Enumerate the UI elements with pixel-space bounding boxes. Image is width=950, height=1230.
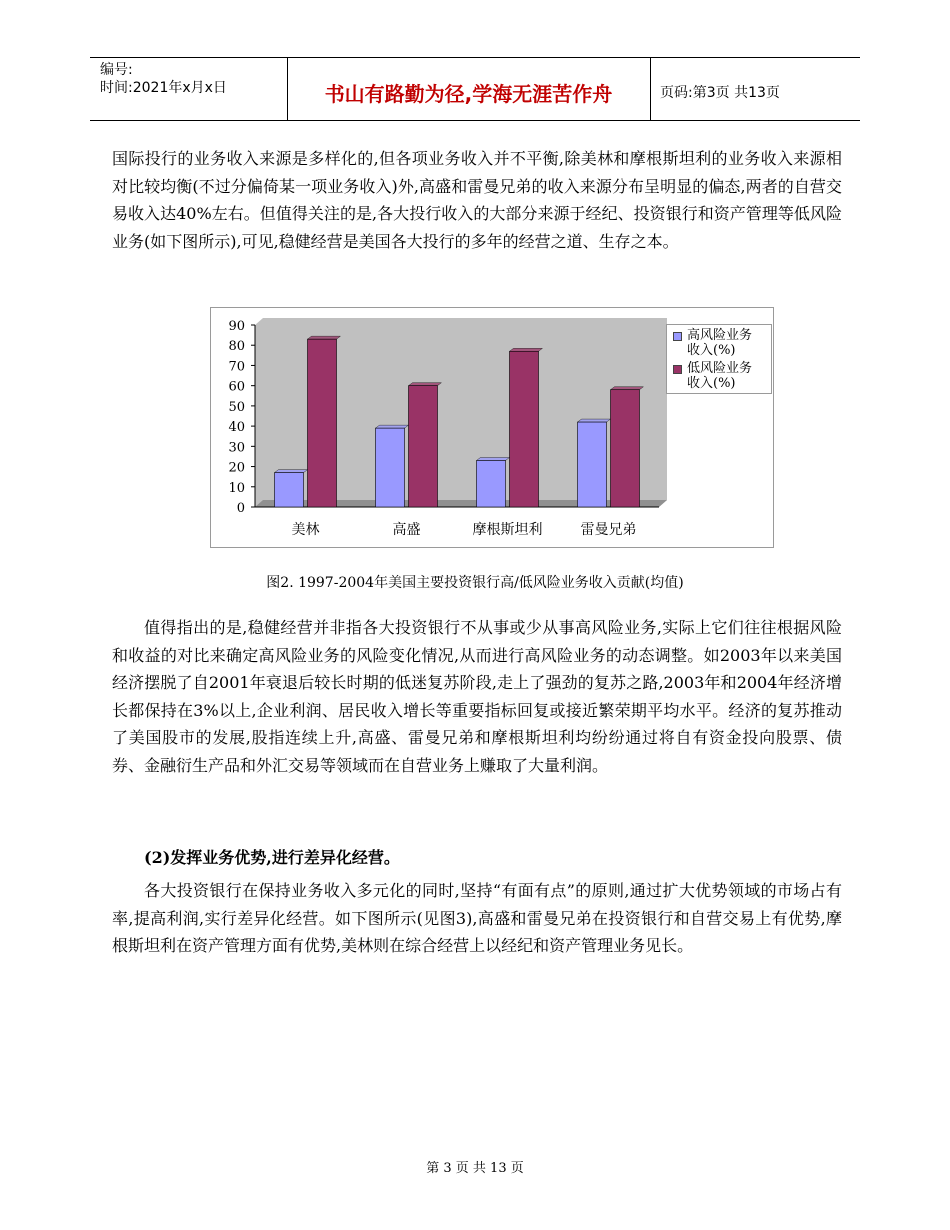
header-page-number: 页码:第3页 共13页 bbox=[660, 85, 780, 101]
y-tick-label: 60 bbox=[228, 379, 245, 395]
x-tick-label: 高盛 bbox=[392, 522, 421, 538]
y-tick-label: 30 bbox=[228, 440, 245, 456]
chart-caption: 图2. 1997-2004年美国主要投资银行高/低风险业务收入贡献(均值) bbox=[266, 575, 684, 591]
page-header bbox=[90, 57, 860, 121]
y-tick-label: 50 bbox=[228, 399, 245, 415]
bar bbox=[611, 390, 640, 507]
legend-label: 低风险业务 bbox=[687, 361, 753, 376]
bar-top bbox=[376, 425, 409, 428]
bar bbox=[376, 428, 405, 507]
number-label: 编号: bbox=[100, 62, 133, 78]
paragraph-2: 值得指出的是,稳健经营并非指各大投资银行不从事或少从事高风险业务,实际上它们往往根据风险和收益的对比来确定高风险业务的风险变化情况,从而进行高风险业务的动态调整。如2003年以来美国经济摆脱了自2001年衰退后较长时期的低迷复苏阶段,走上了强劲的复苏之路,2003年和2004年经济增长都保持在3%以上,企业利润、居民收入增长等重要指标回复或接近繁荣期平均水平。经济的复苏推动了美国股市的发展,股指连续上升,高盛、雷曼兄弟和摩根斯坦利均纷纷通过将自有资金投向股票、债券、金融衍生产品和外汇交易等领域而在自营业务上赚取了大量利润。 bbox=[112, 618, 842, 775]
header-meta bbox=[100, 61, 290, 97]
bar bbox=[409, 386, 438, 507]
y-tick-label: 10 bbox=[228, 480, 245, 496]
bar-top bbox=[275, 470, 308, 473]
y-tick-label: 20 bbox=[228, 460, 245, 476]
bar bbox=[510, 351, 539, 507]
legend-label: 收入(%) bbox=[687, 376, 736, 391]
y-tick-label: 70 bbox=[228, 359, 245, 375]
y-tick-label: 40 bbox=[228, 420, 245, 436]
legend-label: 高风险业务 bbox=[687, 328, 753, 343]
bar bbox=[275, 473, 304, 507]
time-label: 时间:2021年x月x日 bbox=[100, 80, 227, 96]
bar-top bbox=[611, 387, 644, 390]
legend-item-low-risk bbox=[667, 361, 771, 391]
y-tick-label: 0 bbox=[236, 501, 245, 516]
bar bbox=[308, 339, 337, 507]
paragraph-3: 各大投资银行在保持业务收入多元化的同时,坚持“有面有点”的原则,通过扩大优势领域的市场占有率,提高利润,实行差异化经营。如下图所示(见图3),高盛和雷曼兄弟在投资银行和自营交易上有优势,摩根斯坦利在资产管理方面有优势,美林则在综合经营上以经纪和资产管理业务见长。 bbox=[112, 881, 842, 956]
x-tick-label: 雷曼兄弟 bbox=[580, 522, 637, 538]
bar bbox=[578, 422, 607, 507]
bar-top bbox=[308, 336, 341, 339]
bar-top bbox=[510, 348, 543, 351]
y-tick-label: 80 bbox=[228, 339, 245, 355]
bar-chart bbox=[210, 307, 774, 548]
legend-swatch-low-risk bbox=[673, 365, 682, 374]
header-motto: 书山有路勤为径,学海无涯苦作舟 bbox=[324, 82, 613, 106]
header-divider bbox=[650, 58, 651, 120]
bar-top bbox=[409, 383, 442, 386]
section-heading: (2)发挥业务优势,进行差异化经营。 bbox=[144, 848, 400, 867]
y-tick-label: 90 bbox=[228, 319, 245, 334]
legend-label: 收入(%) bbox=[687, 343, 736, 358]
chart-legend bbox=[666, 324, 772, 394]
bar-top bbox=[578, 419, 611, 422]
paragraph-1: 国际投行的业务收入来源是多样化的,但各项业务收入并不平衡,除美林和摩根斯坦利的业务收入来源相对比较均衡(不过分偏倚某一项业务收入)外,高盛和雷曼兄弟的收入来源分布呈明显的偏态,两者的自营交易收入达40%左右。但值得关注的是,各大投行收入的大部分来源于经纪、投资银行和资产管理等低风险业务(如下图所示),可见,稳健经营是美国各大投行的多年的经营之道、生存之本。 bbox=[112, 149, 842, 251]
bar-top bbox=[477, 457, 510, 460]
legend-swatch-high-risk bbox=[673, 332, 682, 341]
bar bbox=[477, 460, 506, 507]
x-tick-label: 摩根斯坦利 bbox=[472, 522, 543, 538]
x-tick-label: 美林 bbox=[291, 522, 320, 538]
legend-item-high-risk bbox=[667, 328, 771, 358]
page-footer: 第 3 页 共 13 页 bbox=[426, 1161, 524, 1176]
